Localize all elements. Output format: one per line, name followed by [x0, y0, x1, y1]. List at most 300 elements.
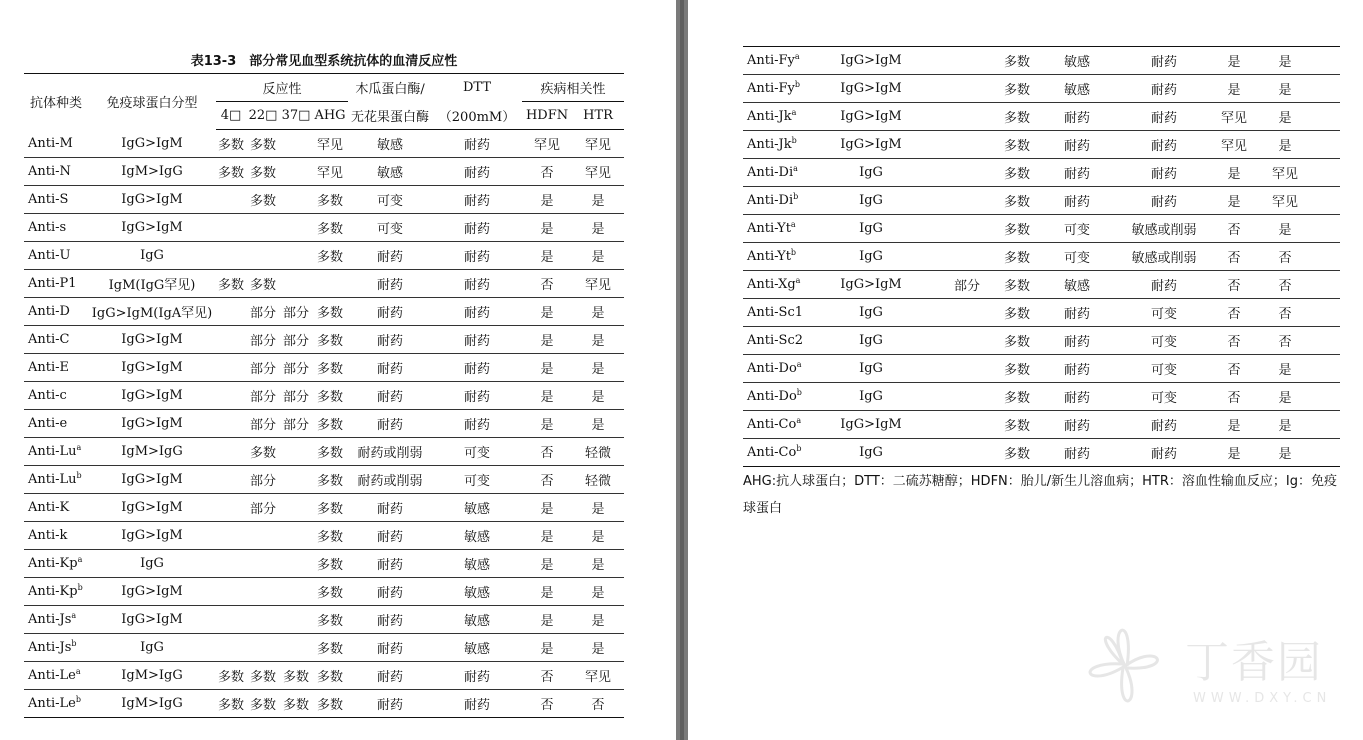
antibody-superscript: b [76, 471, 82, 480]
antibody-superscript: b [794, 80, 801, 89]
reactivity-37c-cell [935, 299, 999, 327]
reactivity-ahg-cell: 多数 [312, 410, 348, 438]
enzyme-cell: 耐药 [348, 578, 432, 606]
right-table [743, 46, 1340, 467]
ig-type-cell: IgM(IgG罕见) [88, 270, 216, 298]
table-row [743, 299, 1340, 327]
reactivity-4c-cell: 多数 [216, 130, 246, 158]
ig-type-cell: IgG>IgM [88, 326, 216, 354]
hdfn-cell: 罕见 [1209, 103, 1259, 131]
spacer-cell [1311, 271, 1340, 299]
table-row [24, 410, 624, 438]
enzyme-cell: 耐药 [348, 410, 432, 438]
ig-type-cell: IgG>IgM [807, 411, 935, 439]
table-row [24, 690, 624, 718]
htr-cell: 是 [572, 606, 624, 634]
header-disease: 疾病相关性 [522, 74, 624, 102]
reactivity-37c-cell [935, 383, 999, 411]
antibody-base: Anti-Lu [28, 444, 77, 459]
antibody-base: Anti-U [28, 248, 71, 263]
ig-type-cell: IgG [807, 439, 935, 467]
table-row [743, 159, 1340, 187]
ig-type-cell: IgG>IgM [807, 103, 935, 131]
enzyme-cell: 耐药 [1035, 439, 1119, 467]
antibody-base: Anti-Jk [747, 109, 792, 124]
antibody-name [743, 75, 807, 103]
enzyme-cell: 耐药 [348, 270, 432, 298]
enzyme-cell: 可变 [1035, 243, 1119, 271]
reactivity-22c-cell: 部分 [246, 382, 280, 410]
table-row [24, 214, 624, 242]
enzyme-cell: 耐药 [348, 242, 432, 270]
dtt-cell: 耐药 [432, 382, 522, 410]
reactivity-4c-cell [216, 186, 246, 214]
antibody-name [24, 326, 88, 354]
reactivity-4c-cell: 多数 [216, 690, 246, 718]
table-row [743, 215, 1340, 243]
reactivity-ahg-cell: 多数 [312, 354, 348, 382]
antibody-base: Anti-Lu [28, 472, 77, 487]
antibody-base: Anti-S [28, 192, 69, 207]
reactivity-ahg-cell: 多数 [999, 299, 1035, 327]
reactivity-4c-cell [216, 354, 246, 382]
htr-cell: 是 [572, 214, 624, 242]
reactivity-37c-cell [935, 215, 999, 243]
antibody-base: Anti-Fy [747, 53, 795, 68]
table-row [24, 158, 624, 186]
dtt-cell: 耐药 [432, 326, 522, 354]
table-row [24, 494, 624, 522]
htr-cell: 是 [1259, 75, 1311, 103]
htr-cell: 否 [1259, 327, 1311, 355]
hdfn-cell: 否 [1209, 383, 1259, 411]
header-antibody: 抗体种类 [24, 74, 88, 130]
table-row [24, 242, 624, 270]
header-37c: 37□ [280, 102, 312, 130]
reactivity-22c-cell: 多数 [246, 438, 280, 466]
table-row [743, 355, 1340, 383]
table-row [24, 186, 624, 214]
header-ig-type: 免疫球蛋白分型 [88, 74, 216, 130]
table-row [24, 662, 624, 690]
table-row [743, 411, 1340, 439]
reactivity-4c-cell [216, 494, 246, 522]
antibody-superscript: b [75, 695, 81, 704]
antibody-name [24, 158, 88, 186]
ig-type-cell: IgG [807, 327, 935, 355]
antibody-base: Anti-e [28, 416, 68, 431]
hdfn-cell: 是 [1209, 75, 1259, 103]
htr-cell: 是 [572, 382, 624, 410]
enzyme-cell: 耐药 [1035, 411, 1119, 439]
antibody-base: Anti-Yt [747, 249, 791, 264]
antibody-superscript: a [795, 276, 801, 285]
enzyme-cell: 耐药 [1035, 327, 1119, 355]
reactivity-37c-cell [280, 270, 312, 298]
hdfn-cell: 是 [522, 214, 572, 242]
reactivity-37c-cell [280, 214, 312, 242]
reactivity-22c-cell: 多数 [246, 130, 280, 158]
reactivity-37c-cell: 部分 [280, 326, 312, 354]
reactivity-22c-cell: 多数 [246, 690, 280, 718]
antibody-superscript: b [793, 192, 799, 201]
reactivity-37c-cell: 多数 [280, 690, 312, 718]
enzyme-cell: 耐药 [1035, 299, 1119, 327]
reactivity-ahg-cell: 多数 [312, 634, 348, 662]
antibody-name [743, 103, 807, 131]
hdfn-cell: 否 [522, 270, 572, 298]
ig-type-cell: IgG [807, 187, 935, 215]
antibody-name [24, 466, 88, 494]
antibody-superscript: a [790, 220, 796, 229]
antibody-superscript: a [71, 611, 77, 620]
hdfn-cell: 否 [1209, 355, 1259, 383]
reactivity-22c-cell [246, 634, 280, 662]
ig-type-cell: IgG [807, 355, 935, 383]
reactivity-ahg-cell: 多数 [999, 271, 1035, 299]
enzyme-cell: 耐药 [348, 634, 432, 662]
ig-type-cell: IgG [88, 242, 216, 270]
reactivity-ahg-cell: 多数 [312, 522, 348, 550]
reactivity-37c-cell [280, 130, 312, 158]
antibody-base: Anti-Do [747, 389, 797, 404]
table-row [24, 354, 624, 382]
hdfn-cell: 是 [522, 550, 572, 578]
table-row [743, 187, 1340, 215]
spacer-cell [1311, 187, 1340, 215]
reactivity-ahg-cell: 多数 [999, 187, 1035, 215]
table-row [24, 382, 624, 410]
dtt-cell: 耐药 [1119, 103, 1209, 131]
htr-cell: 罕见 [572, 130, 624, 158]
hdfn-cell: 是 [522, 494, 572, 522]
dtt-cell: 耐药 [1119, 411, 1209, 439]
antibody-base: Anti-Xg [747, 277, 796, 292]
reactivity-ahg-cell: 多数 [999, 47, 1035, 75]
enzyme-cell: 耐药 [348, 606, 432, 634]
reactivity-37c-cell [935, 75, 999, 103]
dtt-cell: 敏感 [432, 550, 522, 578]
antibody-base: Anti-Co [747, 417, 797, 432]
header-22c: 22□ [246, 102, 280, 130]
ig-type-cell: IgG>IgM [807, 47, 935, 75]
reactivity-ahg-cell: 多数 [312, 550, 348, 578]
hdfn-cell: 否 [522, 662, 572, 690]
antibody-superscript: b [71, 639, 77, 648]
htr-cell: 是 [572, 298, 624, 326]
table-title: 表13-3 部分常见血型系统抗体的血清反应性 [190, 54, 458, 69]
dtt-cell: 耐药 [432, 690, 522, 718]
table-row [743, 243, 1340, 271]
table-row [24, 578, 624, 606]
table-row [24, 606, 624, 634]
reactivity-37c-cell: 部分 [935, 271, 999, 299]
ig-type-cell: IgG [807, 215, 935, 243]
reactivity-4c-cell: 多数 [216, 270, 246, 298]
header-dtt: DTT [432, 74, 522, 102]
antibody-name [743, 383, 807, 411]
table-row [24, 326, 624, 354]
antibody-base: Anti-Co [747, 445, 797, 460]
reactivity-37c-cell [935, 159, 999, 187]
enzyme-cell: 耐药 [1035, 383, 1119, 411]
reactivity-22c-cell [246, 578, 280, 606]
antibody-base: Anti-Sc2 [747, 333, 803, 348]
reactivity-37c-cell: 部分 [280, 298, 312, 326]
antibody-superscript: a [77, 555, 83, 564]
enzyme-cell: 耐药 [1035, 103, 1119, 131]
dtt-cell: 可变 [1119, 327, 1209, 355]
hdfn-cell: 是 [1209, 411, 1259, 439]
reactivity-ahg-cell: 多数 [999, 75, 1035, 103]
reactivity-37c-cell [280, 606, 312, 634]
htr-cell: 是 [572, 354, 624, 382]
watermark [1065, 596, 1355, 736]
reactivity-ahg-cell: 多数 [312, 298, 348, 326]
table-row [24, 466, 624, 494]
enzyme-cell: 敏感 [1035, 271, 1119, 299]
htr-cell: 是 [572, 522, 624, 550]
enzyme-cell: 耐药 [348, 326, 432, 354]
antibody-superscript: a [791, 108, 797, 117]
reactivity-4c-cell [216, 410, 246, 438]
hdfn-cell: 否 [522, 158, 572, 186]
antibody-name [743, 355, 807, 383]
hdfn-cell: 是 [522, 578, 572, 606]
dtt-cell: 耐药 [432, 662, 522, 690]
enzyme-cell: 耐药 [1035, 187, 1119, 215]
hdfn-cell: 否 [1209, 271, 1259, 299]
header-dtt-conc: （200mM） [432, 102, 522, 130]
antibody-superscript: b [796, 444, 802, 453]
htr-cell: 是 [1259, 103, 1311, 131]
ig-type-cell: IgG>IgM [88, 214, 216, 242]
dtt-cell: 耐药 [1119, 159, 1209, 187]
table-row [743, 383, 1340, 411]
antibody-base: Anti-Le [28, 668, 76, 683]
antibody-superscript: b [790, 248, 797, 257]
table-row [24, 298, 624, 326]
dtt-cell: 可变 [432, 438, 522, 466]
left-page [0, 0, 676, 740]
reactivity-4c-cell [216, 522, 246, 550]
ig-type-cell: IgG>IgM [88, 130, 216, 158]
page-divider [676, 0, 688, 740]
antibody-name [24, 550, 88, 578]
watermark-text: 丁香园 [1185, 637, 1323, 688]
antibody-base: Anti-D [28, 304, 70, 319]
hdfn-cell: 是 [522, 634, 572, 662]
dtt-cell: 敏感 [432, 606, 522, 634]
reactivity-37c-cell [935, 355, 999, 383]
ig-type-cell: IgG>IgM [88, 186, 216, 214]
spacer-cell [1311, 131, 1340, 159]
ig-type-cell: IgG [807, 383, 935, 411]
left-table [24, 73, 624, 718]
ig-type-cell: IgG>IgM [88, 522, 216, 550]
reactivity-22c-cell: 部分 [246, 494, 280, 522]
header-htr: HTR [572, 102, 624, 130]
hdfn-cell: 是 [522, 410, 572, 438]
spacer-cell [1311, 439, 1340, 467]
reactivity-22c-cell [246, 214, 280, 242]
antibody-name [743, 215, 807, 243]
hdfn-cell: 是 [1209, 47, 1259, 75]
reactivity-4c-cell: 多数 [216, 662, 246, 690]
antibody-name [24, 494, 88, 522]
dtt-cell: 耐药 [432, 242, 522, 270]
dtt-cell: 耐药 [1119, 75, 1209, 103]
antibody-base: Anti-Js [28, 640, 72, 655]
dtt-cell: 敏感 [432, 578, 522, 606]
reactivity-37c-cell [280, 158, 312, 186]
hdfn-cell: 否 [522, 438, 572, 466]
reactivity-ahg-cell: 多数 [312, 578, 348, 606]
hdfn-cell: 是 [522, 522, 572, 550]
reactivity-ahg-cell: 多数 [312, 242, 348, 270]
reactivity-ahg-cell: 罕见 [312, 130, 348, 158]
reactivity-37c-cell: 部分 [280, 382, 312, 410]
reactivity-4c-cell [216, 214, 246, 242]
reactivity-ahg-cell: 多数 [999, 383, 1035, 411]
enzyme-cell: 可变 [348, 186, 432, 214]
antibody-name [24, 354, 88, 382]
htr-cell: 是 [572, 550, 624, 578]
reactivity-ahg-cell [312, 270, 348, 298]
enzyme-cell: 耐药 [348, 298, 432, 326]
reactivity-37c-cell [935, 47, 999, 75]
reactivity-22c-cell: 多数 [246, 158, 280, 186]
antibody-base: Anti-k [28, 528, 68, 543]
table-row [743, 271, 1340, 299]
antibody-base: Anti-Le [28, 696, 76, 711]
htr-cell: 罕见 [1259, 187, 1311, 215]
dtt-cell: 耐药 [432, 410, 522, 438]
ig-type-cell: IgG>IgM(IgA罕见) [88, 298, 216, 326]
reactivity-22c-cell [246, 550, 280, 578]
reactivity-4c-cell [216, 466, 246, 494]
enzyme-cell: 耐药 [348, 382, 432, 410]
reactivity-ahg-cell: 多数 [312, 214, 348, 242]
reactivity-22c-cell: 多数 [246, 270, 280, 298]
htr-cell: 是 [572, 494, 624, 522]
header-enzyme-2: 无花果蛋白酶 [348, 102, 432, 130]
spacer-cell [1311, 299, 1340, 327]
antibody-base: Anti-Kp [28, 556, 78, 571]
antibody-base: Anti-E [28, 360, 70, 375]
enzyme-cell: 耐药 [348, 550, 432, 578]
reactivity-22c-cell: 多数 [246, 662, 280, 690]
hdfn-cell: 是 [522, 354, 572, 382]
antibody-base: Anti-Do [747, 361, 797, 376]
htr-cell: 是 [572, 186, 624, 214]
reactivity-37c-cell [280, 634, 312, 662]
reactivity-ahg-cell: 多数 [312, 466, 348, 494]
reactivity-4c-cell [216, 550, 246, 578]
spacer-cell [1311, 355, 1340, 383]
ig-type-cell: IgG>IgM [807, 75, 935, 103]
ig-type-cell: IgG>IgM [88, 466, 216, 494]
reactivity-ahg-cell: 多数 [999, 243, 1035, 271]
reactivity-ahg-cell: 多数 [312, 494, 348, 522]
antibody-base: Anti-Di [747, 165, 794, 180]
antibody-name [24, 214, 88, 242]
antibody-superscript: a [793, 164, 798, 173]
htr-cell: 否 [1259, 243, 1311, 271]
htr-cell: 是 [572, 410, 624, 438]
antibody-superscript: b [796, 388, 802, 397]
antibody-name [24, 634, 88, 662]
spacer-cell [1311, 103, 1340, 131]
reactivity-4c-cell [216, 326, 246, 354]
antibody-superscript: a [76, 443, 82, 452]
enzyme-cell: 敏感 [348, 130, 432, 158]
enzyme-cell: 敏感 [348, 158, 432, 186]
spacer-cell [1311, 215, 1340, 243]
antibody-superscript: a [796, 360, 802, 369]
reactivity-37c-cell [280, 438, 312, 466]
antibody-name [24, 606, 88, 634]
antibody-base: Anti-N [28, 164, 71, 179]
reactivity-ahg-cell: 多数 [312, 382, 348, 410]
htr-cell: 罕见 [572, 662, 624, 690]
htr-cell: 是 [1259, 47, 1311, 75]
enzyme-cell: 耐药 [1035, 131, 1119, 159]
table-row [24, 550, 624, 578]
reactivity-ahg-cell: 多数 [999, 159, 1035, 187]
hdfn-cell: 否 [522, 690, 572, 718]
reactivity-37c-cell: 多数 [280, 662, 312, 690]
dtt-cell: 敏感或削弱 [1119, 243, 1209, 271]
htr-cell: 是 [1259, 215, 1311, 243]
antibody-name [24, 438, 88, 466]
reactivity-37c-cell [935, 103, 999, 131]
antibody-name [24, 662, 88, 690]
reactivity-ahg-cell: 多数 [312, 690, 348, 718]
hdfn-cell: 是 [1209, 159, 1259, 187]
header-enzyme: 木瓜蛋白酶/ [348, 74, 432, 102]
antibody-name [24, 522, 88, 550]
enzyme-cell: 耐药 [348, 662, 432, 690]
hdfn-cell: 是 [522, 382, 572, 410]
spacer-cell [1311, 327, 1340, 355]
reactivity-ahg-cell: 多数 [999, 439, 1035, 467]
reactivity-22c-cell: 多数 [246, 186, 280, 214]
reactivity-37c-cell [935, 411, 999, 439]
antibody-name [24, 270, 88, 298]
dtt-cell: 敏感或削弱 [1119, 215, 1209, 243]
table-row [24, 634, 624, 662]
reactivity-22c-cell: 部分 [246, 298, 280, 326]
dtt-cell: 敏感 [432, 522, 522, 550]
reactivity-22c-cell [246, 606, 280, 634]
ig-type-cell: IgM>IgG [88, 662, 216, 690]
htr-cell: 是 [572, 242, 624, 270]
reactivity-ahg-cell: 多数 [999, 411, 1035, 439]
ig-type-cell: IgG>IgM [88, 410, 216, 438]
table-row [743, 47, 1340, 75]
reactivity-37c-cell [280, 494, 312, 522]
htr-cell: 否 [1259, 271, 1311, 299]
dtt-cell: 耐药 [432, 186, 522, 214]
reactivity-22c-cell: 部分 [246, 466, 280, 494]
reactivity-4c-cell [216, 438, 246, 466]
dtt-cell: 耐药 [432, 130, 522, 158]
table-row [743, 103, 1340, 131]
reactivity-ahg-cell: 多数 [999, 215, 1035, 243]
enzyme-cell: 敏感 [1035, 47, 1119, 75]
watermark-url: WWW.DXY.CN [1193, 691, 1332, 706]
